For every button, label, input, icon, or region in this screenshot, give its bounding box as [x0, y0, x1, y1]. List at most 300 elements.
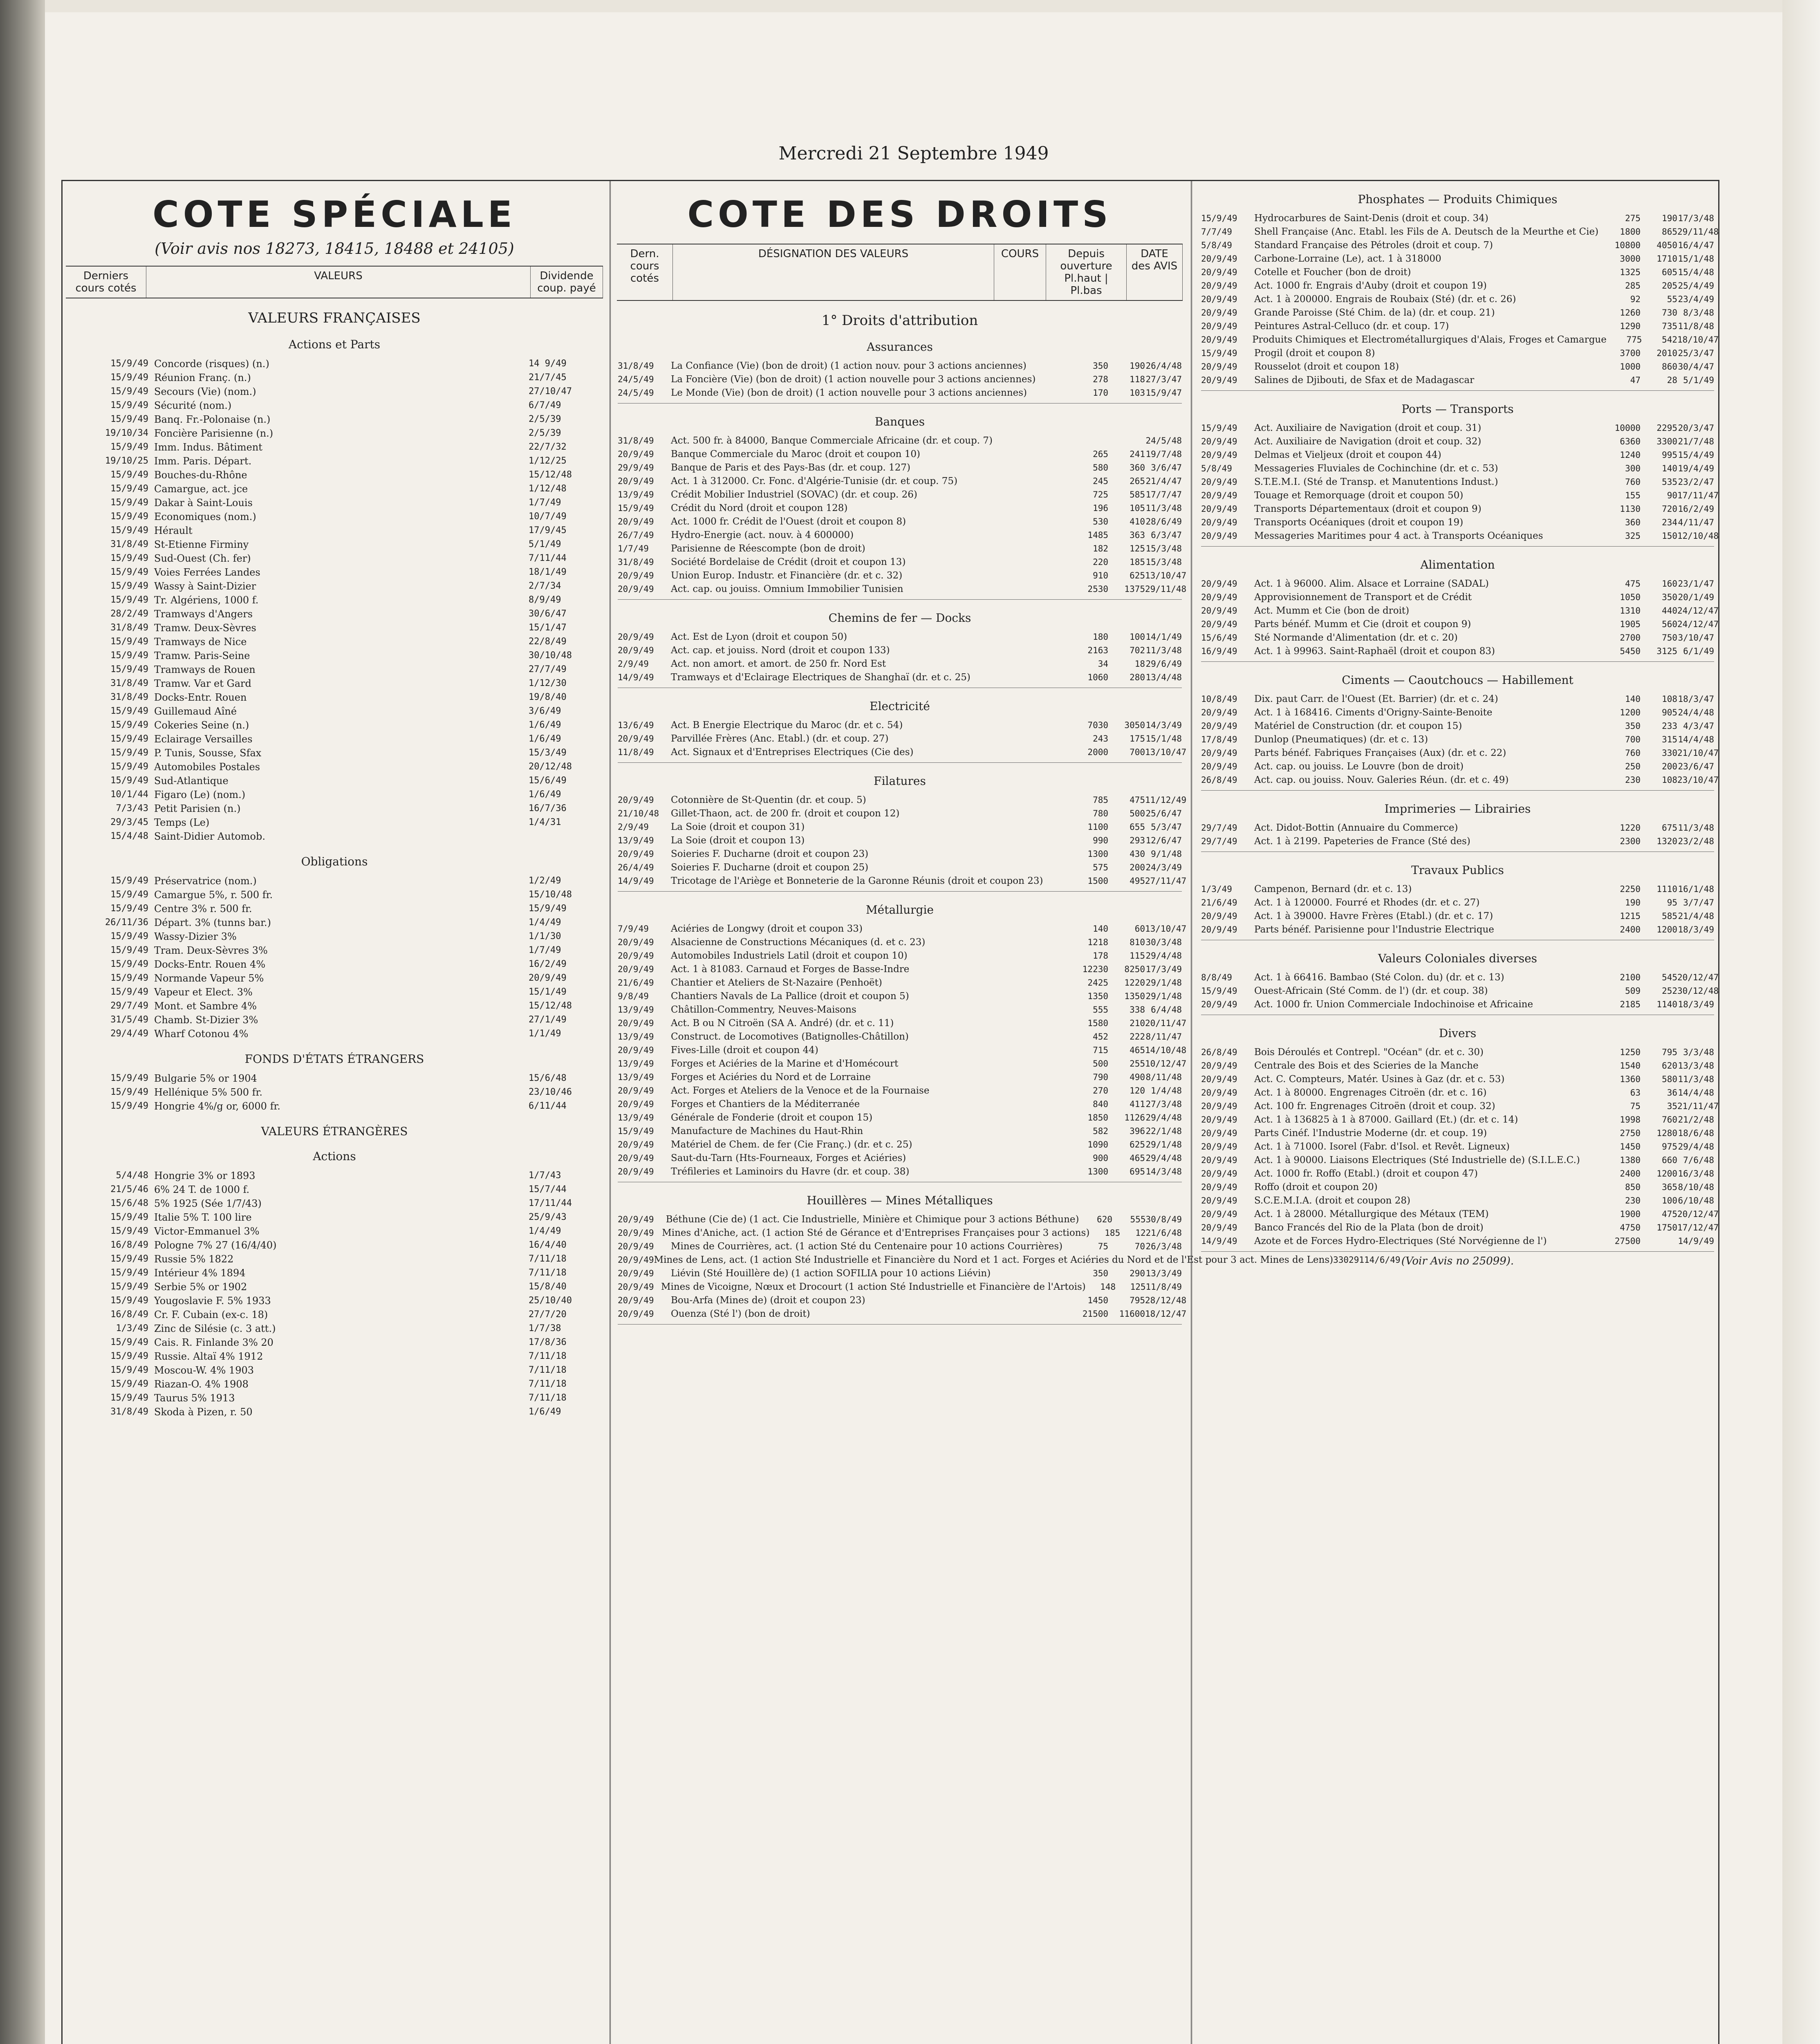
security-name: Act. non amort. et amort. de 250 fr. Nord Est: [671, 659, 886, 669]
highest-price: 760: [1625, 477, 1641, 487]
last-quote-date: 15/9/49: [110, 1101, 148, 1111]
section-heading: Phosphates — Produits Chimiques: [1358, 193, 1558, 206]
last-quote-date: 20/9/49: [1201, 592, 1237, 602]
lowest-price: 290: [1130, 1269, 1145, 1278]
highest-price: 1260: [1620, 308, 1641, 318]
highest-price: 92: [1630, 294, 1641, 304]
table-row: [63, 1377, 606, 1391]
highest-price: 330: [1333, 1255, 1349, 1265]
security-name: Act. Forges et Ateliers de la Venoce et de la Fournaise: [671, 1085, 930, 1096]
table-row: [63, 1280, 606, 1294]
coupon-date: 27/7/20: [529, 1309, 567, 1320]
security-name: Mines de Vicoigne, Nœux et Drocourt (1 action Sté Industrielle et Financière de l'Artois): [661, 1282, 1086, 1292]
coupon-date: 7/11/18: [529, 1268, 567, 1278]
table-row: [1197, 266, 1718, 279]
last-quote-date: 15/9/49: [110, 511, 148, 522]
last-quote-date: 13/9/49: [618, 1005, 654, 1015]
last-quote-date: 15/9/49: [110, 581, 148, 591]
table-row: [63, 1308, 606, 1322]
last-quote-date: 21/5/46: [110, 1184, 148, 1195]
last-quote-date: 21/6/49: [618, 978, 654, 988]
security-name: Act. Auxiliaire de Navigation (droit et coup. 31): [1254, 423, 1482, 433]
coupon-date: 16/4/40: [529, 1240, 567, 1250]
section-divider: [1201, 390, 1714, 391]
section-valeurs-etrangeres: VALEURS ÉTRANGÈRES: [261, 1125, 408, 1138]
last-quote-date: 20/9/49: [618, 517, 654, 527]
lowest-price: 200: [1662, 762, 1677, 771]
section-divider: [1201, 1251, 1714, 1252]
security-name: Taurus 5% 1913: [154, 1392, 235, 1404]
table-row: [63, 718, 606, 732]
avis-date: 27/3/47: [1145, 374, 1182, 384]
highest-price: 6360: [1620, 437, 1641, 446]
highest-price: 243: [1093, 734, 1108, 744]
table-row: [1197, 1086, 1718, 1100]
section-heading: Banques: [874, 415, 925, 428]
lowest-price: 175: [1130, 734, 1145, 744]
lowest-price: 4050: [1656, 240, 1677, 250]
security-name: Mines de Lens, act. (1 action Sté Industrielle et Financière du Nord et 1 act. Forges et Aciéries du Nord et de l'Est pour 3 act. Mines de Lens): [654, 1255, 1334, 1265]
security-name: Act. B Energie Electrique du Maroc (dr. et c. 54): [671, 720, 903, 731]
table-row: [63, 690, 606, 704]
last-quote-date: 15/9/49: [618, 1126, 654, 1136]
table-row: [614, 963, 1186, 976]
last-quote-date: 7/7/49: [1201, 227, 1232, 237]
last-quote-date: 15/9/49: [110, 414, 148, 424]
section-valeurs-francaises: VALEURS FRANÇAISES: [248, 310, 421, 326]
last-quote-date: 15/9/49: [1201, 213, 1237, 223]
table-row: [63, 1013, 606, 1027]
avis-date: 13/10/47: [1145, 571, 1187, 580]
table-row: [614, 542, 1186, 556]
avis-date: 26/3/48: [1145, 1242, 1182, 1251]
last-quote-date: 20/9/49: [618, 1295, 654, 1305]
last-quote-date: 31/8/49: [110, 623, 148, 633]
security-name: Act. cap. et jouiss. Nord (droit et coupon 133): [671, 645, 890, 656]
security-name: Sud-Ouest (Ch. fer): [154, 553, 251, 564]
lowest-price: 495: [1130, 876, 1145, 886]
avis-date: 14/9/49: [1678, 1236, 1714, 1246]
security-name: La Foncière (Vie) (bon de droit) (1 action nouvelle pour 3 actions anciennes): [671, 374, 1036, 385]
avis-date: 12/10/48: [1677, 531, 1719, 541]
last-quote-date: 20/9/49: [618, 476, 654, 486]
header-derniers-cours: Derniers cours cotés: [66, 267, 146, 298]
lowest-price: 1126: [1124, 1113, 1145, 1123]
last-quote-date: 1/3/49: [1201, 884, 1232, 894]
coupon-date: 20/12/48: [529, 762, 572, 772]
highest-price: 325: [1625, 531, 1641, 541]
avis-date: 21/7/48: [1678, 437, 1714, 446]
last-quote-date: 15/9/49: [110, 1268, 148, 1278]
table-row: [63, 1336, 606, 1349]
avis-date: 15/4/48: [1678, 267, 1714, 277]
highest-price: 1350: [1087, 991, 1108, 1001]
last-quote-date: 15/9/49: [110, 637, 148, 647]
table-row: [614, 1294, 1186, 1307]
coupon-date: 1/7/49: [529, 945, 561, 955]
security-name: Générale de Fonderie (droit et coupon 15): [671, 1112, 873, 1123]
table-row: [63, 746, 606, 760]
last-quote-date: 7/3/43: [116, 803, 148, 814]
last-quote-date: 20/9/49: [1201, 1115, 1237, 1125]
section-divider: [1201, 661, 1714, 662]
table-row: [614, 976, 1186, 990]
highest-price: 2750: [1620, 1128, 1641, 1138]
coupon-date: 20/9/49: [529, 973, 567, 983]
highest-price: 3700: [1620, 348, 1641, 358]
last-quote-date: 20/9/49: [1201, 1155, 1237, 1165]
security-name: 5% 1925 (Sée 1/7/43): [154, 1198, 262, 1209]
coupon-date: 1/6/49: [529, 789, 561, 800]
lowest-price: 108: [1662, 694, 1677, 704]
avis-date: 3/7/47: [1683, 898, 1714, 908]
last-quote-date: 20/9/49: [1201, 1088, 1237, 1098]
highest-price: 21500: [1082, 1309, 1108, 1319]
table-row: [1197, 883, 1718, 896]
avis-date: 6/3/47: [1151, 530, 1182, 540]
table-row: [614, 671, 1186, 684]
section-divider: [618, 762, 1182, 763]
lowest-price: 810: [1130, 937, 1145, 947]
security-name: Soieries F. Ducharne (droit et coupon 25): [671, 862, 869, 873]
highest-price: 1200: [1620, 708, 1641, 717]
highest-price: 2700: [1620, 633, 1641, 643]
security-name: Hérault: [154, 525, 193, 536]
third-column: [1197, 181, 1718, 2044]
security-name: Mines de Courrières, act. (1 action Sté du Centenaire pour 10 actions Courrières): [671, 1241, 1063, 1252]
avis-date: 23/2/48: [1678, 836, 1714, 846]
last-quote-date: 2/9/49: [618, 822, 649, 832]
table-row: [614, 1213, 1186, 1226]
table-row: [614, 1071, 1186, 1084]
avis-date: 15/1/48: [1145, 734, 1182, 744]
last-quote-date: 20/9/49: [618, 1309, 654, 1319]
last-quote-date: 13/9/49: [618, 1032, 654, 1042]
highest-price: 2425: [1087, 978, 1108, 988]
security-name: Pologne 7% 27 (16/4/40): [154, 1239, 277, 1251]
valeurs-etrangeres-rows: [63, 1169, 606, 1419]
highest-price: 140: [1093, 924, 1108, 934]
security-name: Transports Départementaux (droit et coupon 9): [1254, 504, 1482, 514]
coupon-date: 1/7/43: [529, 1170, 561, 1181]
avis-date: 20/3/47: [1678, 423, 1714, 433]
highest-price: 725: [1093, 490, 1108, 500]
lowest-price: 108: [1662, 775, 1677, 785]
last-quote-date: 20/9/49: [618, 1140, 654, 1150]
table-row: [614, 874, 1186, 888]
security-name: Act. 1 à 66416. Bambao (Sté Colon. du) (dr. et c. 13): [1254, 972, 1504, 983]
avis-date: 15/9/47: [1145, 388, 1182, 398]
table-row: [614, 1267, 1186, 1280]
lowest-price: 542: [1662, 335, 1677, 345]
lowest-price: 860: [1662, 362, 1677, 372]
security-name: Economiques (nom.): [154, 511, 256, 522]
security-name: Construct. de Locomotives (Batignolles-Châtillon): [671, 1031, 909, 1042]
security-name: Yougoslavie F. 5% 1933: [154, 1295, 271, 1307]
table-row: [63, 593, 606, 607]
coupon-date: 27/1/49: [529, 1015, 567, 1025]
last-quote-date: 15/9/49: [110, 498, 148, 508]
avis-date: 6/10/48: [1678, 1196, 1714, 1206]
avis-date: 8/3/48: [1683, 308, 1714, 318]
lowest-price: 118: [1130, 374, 1145, 384]
coupon-date: 6/11/44: [529, 1101, 567, 1111]
last-quote-date: 5/4/48: [116, 1170, 148, 1181]
security-name: Bouches-du-Rhône: [154, 469, 247, 481]
coupon-date: [529, 829, 602, 843]
security-name: Act. Didot-Bottin (Annuaire du Commerce): [1254, 823, 1458, 833]
last-quote-date: 20/9/49: [1201, 708, 1237, 717]
last-quote-date: 15/9/49: [1201, 986, 1237, 996]
table-row: [1197, 306, 1718, 320]
table-row: [614, 922, 1186, 936]
last-quote-date: 15/9/49: [110, 1379, 148, 1389]
security-name: Matériel de Chem. de fer (Cie Franç.) (dr. et c. 25): [671, 1139, 912, 1150]
last-quote-date: 20/9/49: [1201, 748, 1237, 758]
coupon-date: 22/8/49: [529, 637, 567, 647]
avis-date: 18/6/48: [1678, 1128, 1714, 1138]
highest-price: 785: [1093, 795, 1108, 805]
coupon-date: 15/3/49: [529, 748, 567, 758]
security-name: Petit Parisien (n.): [154, 803, 241, 814]
avis-date: 14/4/48: [1678, 735, 1714, 744]
table-row: [1197, 984, 1718, 998]
section-heading: Travaux Publics: [1411, 863, 1504, 877]
table-row: [63, 579, 606, 593]
security-name: Wassy-Dizier 3%: [154, 931, 237, 942]
lowest-price: 222: [1130, 1032, 1145, 1042]
coupon-date: 2/5/39: [529, 414, 561, 424]
table-row: [614, 847, 1186, 861]
security-name: Act. 1000 fr. Union Commerciale Indochinoise et Africaine: [1254, 999, 1533, 1010]
table-row: [614, 820, 1186, 834]
last-quote-date: 20/9/49: [1201, 362, 1237, 372]
highest-price: 350: [1093, 361, 1108, 371]
lowest-price: 140: [1662, 464, 1677, 473]
last-quote-date: 13/9/49: [618, 836, 654, 845]
security-name: Tram. Deux-Sèvres 3%: [154, 945, 268, 956]
page-edge: [1782, 0, 1820, 2044]
highest-price: 1485: [1087, 530, 1108, 540]
last-quote-date: 15/9/49: [110, 1073, 148, 1083]
security-name: Secours (Vie) (nom.): [154, 386, 256, 397]
coupon-date: 15/12/48: [529, 1001, 572, 1011]
lowest-price: 865: [1662, 227, 1677, 237]
last-quote-date: 20/9/49: [1201, 1182, 1237, 1192]
coupon-date: 18/1/49: [529, 567, 567, 577]
lowest-price: 100: [1130, 632, 1145, 642]
avis-date: 11/3/48: [1145, 645, 1182, 655]
last-quote-date: 15/9/49: [110, 931, 148, 941]
last-quote-date: 15/9/49: [110, 484, 148, 494]
security-name: Tréfileries et Laminoirs du Havre (dr. et coup. 38): [671, 1166, 910, 1177]
section-heading: Chemins de fer — Docks: [828, 611, 971, 625]
lowest-price: 500: [1130, 809, 1145, 818]
highest-price: 1380: [1620, 1155, 1641, 1165]
coupon-date: 15/1/49: [529, 987, 567, 997]
security-name: Salines de Djibouti, de Sfax et de Madagascar: [1254, 375, 1475, 385]
table-row: [63, 1266, 606, 1280]
security-name: Act. 1 à 71000. Isorel (Fabr. d'Isol. et Revêt. Ligneux): [1254, 1141, 1510, 1152]
coupon-date: 1/1/30: [529, 931, 561, 941]
last-quote-date: 31/8/49: [110, 1407, 148, 1417]
last-quote-date: 20/9/49: [1201, 450, 1237, 460]
last-quote-date: 20/9/49: [618, 849, 654, 859]
lowest-price: 1280: [1656, 1128, 1677, 1138]
lowest-price: 730: [1662, 308, 1677, 318]
lowest-price: 100: [1662, 1196, 1677, 1206]
highest-price: 2400: [1620, 1169, 1641, 1179]
avis-date: 18/10/47: [1677, 335, 1719, 345]
table-row: [1197, 773, 1718, 787]
security-name: Parisienne de Réescompte (bon de droit): [671, 543, 865, 554]
coupon-date: 7/11/18: [529, 1351, 567, 1361]
highest-price: 1998: [1620, 1115, 1641, 1125]
lowest-price: 315: [1662, 735, 1677, 744]
table-row: [1197, 910, 1718, 923]
last-quote-date: 15/9/49: [110, 664, 148, 675]
lowest-price: 475: [1130, 795, 1145, 805]
avis-date: 21/11/47: [1677, 1101, 1719, 1111]
highest-price: 1450: [1087, 1295, 1108, 1305]
security-name: Campenon, Bernard (dr. et c. 13): [1254, 884, 1412, 894]
lowest-price: 995: [1662, 450, 1677, 460]
highest-price: 790: [1093, 1072, 1108, 1082]
table-row: [614, 1138, 1186, 1152]
coupon-date: 15/6/49: [529, 775, 567, 786]
highest-price: 250: [1625, 762, 1641, 771]
table-row: [63, 1099, 606, 1113]
coupon-date: 27/10/47: [529, 386, 572, 397]
avis-date: 20/1/49: [1678, 592, 1714, 602]
table-row: [1197, 225, 1718, 239]
avis-date: 18/12/47: [1145, 1309, 1187, 1319]
last-quote-date: 20/9/49: [618, 734, 654, 744]
last-quote-date: 20/9/49: [618, 1086, 654, 1096]
section-obligations: Obligations: [301, 855, 368, 868]
last-quote-date: 20/9/49: [1201, 321, 1237, 331]
coupon-date: 15/6/48: [529, 1073, 567, 1083]
lowest-price: 440: [1662, 606, 1677, 616]
last-quote-date: 15/9/49: [110, 1365, 148, 1375]
highest-price: 185: [1105, 1228, 1121, 1238]
coupon-date: 2/5/39: [529, 428, 561, 438]
highest-price: 840: [1093, 1099, 1108, 1109]
table-row: [63, 1085, 606, 1099]
last-quote-date: 15/9/49: [1201, 423, 1237, 433]
table-row: [614, 475, 1186, 488]
lowest-price: 535: [1662, 477, 1677, 487]
avis-date: 24/12/47: [1677, 619, 1719, 629]
avis-date: 6/4/48: [1151, 1005, 1182, 1015]
last-quote-date: 29/9/49: [618, 463, 654, 473]
avis-date: 29/4/48: [1145, 1153, 1182, 1163]
security-name: Chantiers Navals de La Pallice (droit et coupon 5): [671, 991, 909, 1002]
last-quote-date: 15/9/49: [110, 876, 148, 886]
last-quote-date: 20/9/49: [1201, 925, 1237, 935]
binding-gutter: [0, 0, 45, 2044]
last-quote-date: 26/7/49: [618, 530, 654, 540]
table-row: [63, 816, 606, 829]
table-row: [1197, 719, 1718, 733]
section-heading: Ciments — Caoutchoucs — Habillement: [1342, 673, 1573, 687]
table-row: [614, 1280, 1186, 1294]
avis-date: 4/3/47: [1683, 721, 1714, 731]
table-row: [614, 373, 1186, 386]
coupon-date: 22/7/32: [529, 442, 567, 452]
last-quote-date: 20/9/49: [1201, 504, 1237, 514]
obligations-rows: [63, 874, 606, 1041]
security-name: Voies Ferrées Landes: [154, 567, 260, 578]
coupon-date: 2/7/34: [529, 581, 561, 591]
avis-date: 3/10/47: [1678, 633, 1714, 643]
avis-date: 29/4/48: [1145, 951, 1182, 961]
table-row: [614, 386, 1186, 400]
highest-price: 780: [1093, 809, 1108, 818]
lowest-price: 655: [1130, 822, 1145, 832]
security-name: Camargue, act. jce: [154, 483, 248, 495]
security-name: Fives-Lille (droit et coupon 44): [671, 1045, 818, 1056]
lowest-price: 28: [1667, 375, 1677, 385]
last-quote-date: 15/9/49: [110, 372, 148, 383]
section-heading: Valeurs Coloniales diverses: [1378, 952, 1538, 965]
table-row: [1197, 618, 1718, 631]
highest-price: 2300: [1620, 836, 1641, 846]
table-row: [1197, 279, 1718, 293]
lowest-price: 1710: [1656, 254, 1677, 264]
last-quote-date: 20/9/49: [1201, 1074, 1237, 1084]
security-name: Normande Vapeur 5%: [154, 973, 264, 984]
coupon-date: 25/9/43: [529, 1212, 567, 1222]
last-quote-date: 15/9/49: [110, 1393, 148, 1403]
section-droits-attribution: 1° Droits d'attribution: [821, 312, 978, 329]
table-row: [1197, 374, 1718, 387]
highest-price: 1060: [1087, 672, 1108, 682]
table-row: [614, 1253, 1401, 1267]
security-name: Départ. 3% (tunns bar.): [154, 917, 271, 928]
table-row: [1197, 489, 1718, 502]
table-row: [1197, 1167, 1718, 1181]
highest-price: 4750: [1620, 1223, 1641, 1233]
table-row: [1197, 1181, 1718, 1194]
avis-date: 3/3/48: [1683, 1047, 1714, 1057]
coupon-date: 7/11/18: [529, 1379, 567, 1389]
security-name: Russie 5% 1822: [154, 1253, 234, 1265]
table-row: [614, 556, 1186, 569]
table-row: [63, 916, 606, 930]
security-name: Saint-Didier Automob.: [154, 831, 265, 842]
avis-date: 4/11/47: [1678, 518, 1714, 527]
avis-date: 16/2/49: [1678, 504, 1714, 514]
avis-date: 23/4/49: [1678, 294, 1714, 304]
highest-price: 182: [1093, 544, 1108, 554]
lowest-price: 1320: [1656, 836, 1677, 846]
security-name: Sud-Atlantique: [154, 775, 229, 787]
highest-price: 245: [1093, 476, 1108, 486]
avis-date: 15/3/48: [1145, 557, 1182, 567]
avis-date: 11/3/48: [1145, 503, 1182, 513]
section-divider: [618, 1324, 1182, 1325]
last-quote-date: 15/9/49: [110, 1254, 148, 1264]
coupon-date: 1/6/49: [529, 1407, 561, 1417]
highest-price: 155: [1625, 491, 1641, 500]
table-row: [1197, 971, 1718, 984]
last-quote-date: 20/9/49: [1201, 1142, 1237, 1152]
table-row: [63, 538, 606, 551]
security-name: Act. 1 à 28000. Métallurgique des Métaux (TEM): [1254, 1209, 1489, 1219]
table-row: [1197, 1154, 1718, 1167]
last-quote-date: 20/9/49: [1201, 1000, 1237, 1009]
